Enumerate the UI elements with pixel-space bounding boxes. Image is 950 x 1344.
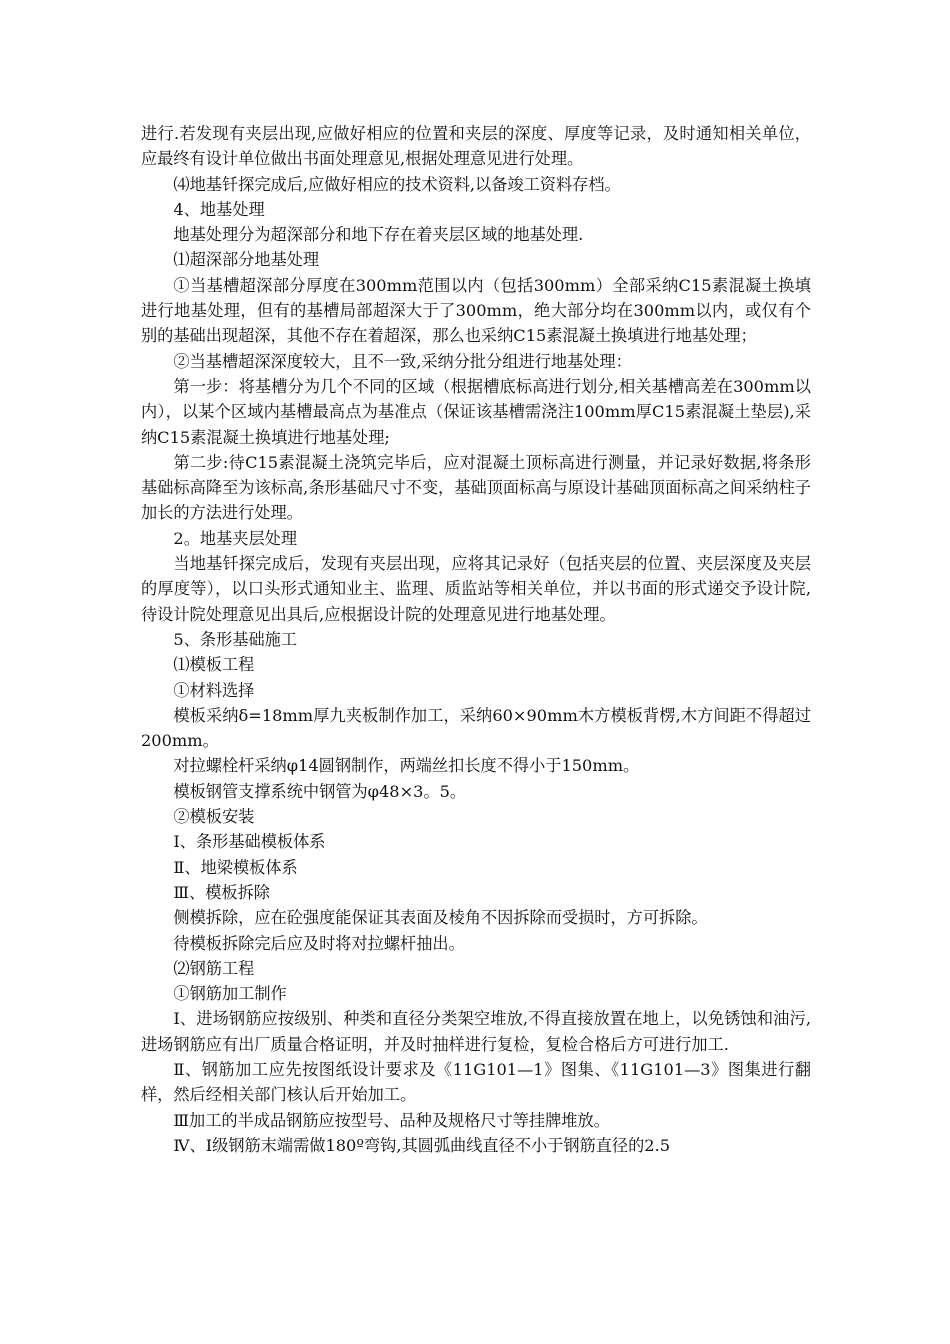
- paragraph: ⑴超深部分地基处理: [173, 250, 320, 270]
- paragraph: 侧模拆除，应在砼强度能保证其表面及棱角不因拆除而受损时，方可拆除。: [173, 908, 708, 928]
- paragraph: ⑴模板工程: [173, 655, 255, 675]
- paragraph: 4、地基处理: [173, 199, 265, 219]
- paragraph: 进行.若发现有夹层出现,应做好相应的位置和夹层的深度、厚度等记录，及时通知相关单位，应最终有设计单位做出书面处理意见,根据处理意见进行处理。: [141, 124, 811, 169]
- paragraph: 待模板拆除完后应及时将对拉螺杆抽出。: [173, 933, 465, 953]
- paragraph: ②模板安装: [173, 807, 255, 827]
- paragraph: Ⅳ、Ⅰ级钢筋末端需做180º弯钩,其圆弧曲线直径不小于钢筋直径的2.5: [173, 1135, 671, 1155]
- paragraph: ①当基槽超深部分厚度在300mm范围以内（包括300mm）全部采纳C15素混凝土换填进行地基处理，但有的基槽局部超深大于了300mm，绝大部分均在300mm以内，或仅有个别的基础出现超深，其他不存在着超深，那么也采纳C15素混凝土换填进行地基处理；: [141, 275, 811, 346]
- paragraph: 模板钢管支撑系统中钢管为φ48×3。5。: [173, 781, 467, 801]
- paragraph: Ⅰ、条形基础模板体系: [173, 832, 326, 852]
- paragraph: Ⅲ、模板拆除: [173, 882, 270, 902]
- paragraph: 模板采纳δ=18mm厚九夹板制作加工，采纳60×90mm木方模板背楞,木方间距不得超过200mm。: [141, 705, 811, 751]
- paragraph: ⑷地基钎探完成后,应做好相应的技术资料,以备竣工资料存档。: [173, 174, 621, 194]
- paragraph: 对拉螺栓杆采纳φ14圆钢制作，两端丝扣长度不得小于150mm。: [173, 756, 640, 776]
- paragraph: Ⅰ、进场钢筋应按级别、种类和直径分类架空堆放,不得直接放置在地上，以免锈蚀和油污,进场钢筋应有出厂质量合格证明，并及时抽样进行复检，复检合格后方可进行加工.: [141, 1009, 811, 1054]
- paragraph: 2。地基夹层处理: [173, 528, 298, 548]
- paragraph: ①钢筋加工制作: [173, 984, 287, 1004]
- paragraph: Ⅱ、钢筋加工应先按图纸设计要求及《11G101—1》图集、《11G101—3》图集进行翻样，然后经相关部门核认后开始加工。: [141, 1059, 811, 1105]
- paragraph: ⑵钢筋工程: [173, 958, 255, 978]
- paragraph: ①材料选择: [173, 680, 255, 700]
- paragraph: ②当基槽超深深度较大，且不一致,采纳分批分组进行地基处理：: [173, 351, 632, 371]
- document-body: [141, 121, 811, 1158]
- paragraph: 5、条形基础施工: [173, 629, 298, 649]
- paragraph: 地基处理分为超深部分和地下存在着夹层区域的地基处理.: [173, 225, 584, 245]
- paragraph: Ⅱ、地梁模板体系: [173, 857, 298, 877]
- paragraph: 当地基钎探完成后，发现有夹层出现，应将其记录好（包括夹层的位置、夹层深度及夹层的厚度等），以口头形式通知业主、监理、质监站等相关单位，并以书面的形式递交予设计院,待设计院处理意见出具后,应根据设计院的处理意见进行地基处理。: [141, 554, 811, 624]
- paragraph: 第一步：将基槽分为几个不同的区域（根据槽底标高进行划分,相关基槽高差在300mm以内），以某个区域内基槽最高点为基准点（保证该基槽需浇注100mm厚C15素混凝土垫层),采纳C15素混凝土换填进行地基处理;: [141, 376, 811, 447]
- paragraph: 第二步:待C15素混凝土浇筑完毕后，应对混凝土顶标高进行测量，并记录好数据,将条形基础标高降至为该标高,条形基础尺寸不变，基础顶面标高与原设计基础顶面标高之间采纳柱子加长的方法进行处理。: [141, 452, 811, 523]
- paragraph: Ⅲ加工的半成品钢筋应按型号、品种及规格尺寸等挂牌堆放。: [173, 1110, 610, 1130]
